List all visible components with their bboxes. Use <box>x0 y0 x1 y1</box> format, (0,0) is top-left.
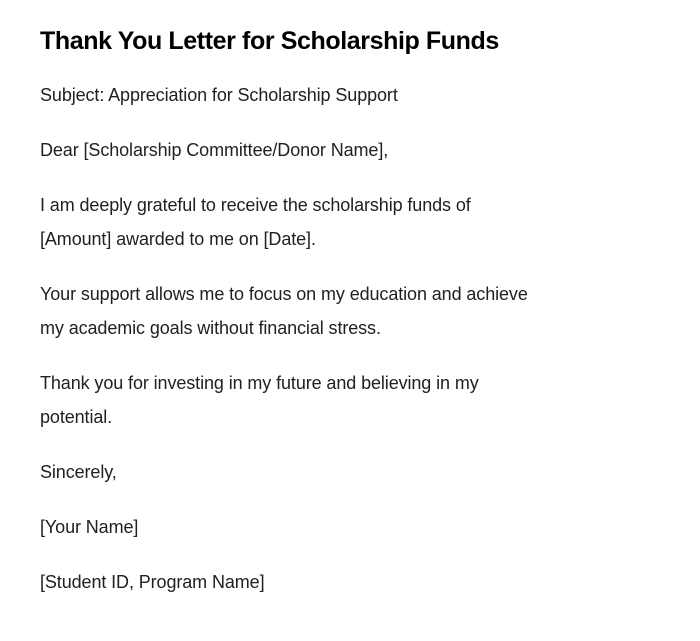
paragraph-line: [Amount] awarded to me on [Date]. <box>40 229 316 249</box>
paragraph-line: potential. <box>40 407 113 427</box>
body-paragraph-support <box>40 277 660 345</box>
paragraph-line: Dear [Scholarship Committee/Donor Name], <box>40 140 389 160</box>
paragraph-line: Your support allows me to focus on my education and achieve <box>40 284 528 304</box>
salutation <box>40 133 660 167</box>
closing <box>40 455 660 489</box>
body-paragraph-gratitude <box>40 188 660 256</box>
paragraph-line: Thank you for investing in my future and believing in my <box>40 373 479 393</box>
paragraph-line: Sincerely, <box>40 462 117 482</box>
body-paragraph-thanks <box>40 366 660 434</box>
paragraph-line: [Student ID, Program Name] <box>40 572 265 592</box>
subject-line <box>40 78 660 112</box>
signature-name-placeholder <box>40 510 660 544</box>
document-title: Thank You Letter for Scholarship Funds <box>40 27 499 55</box>
paragraph-line: [Your Name] <box>40 517 139 537</box>
signature-details-placeholder <box>40 565 660 599</box>
paragraph-line: my academic goals without financial stress. <box>40 318 381 338</box>
paragraph-line: I am deeply grateful to receive the scholarship funds of <box>40 195 471 215</box>
paragraph-line: Subject: Appreciation for Scholarship Support <box>40 85 398 105</box>
